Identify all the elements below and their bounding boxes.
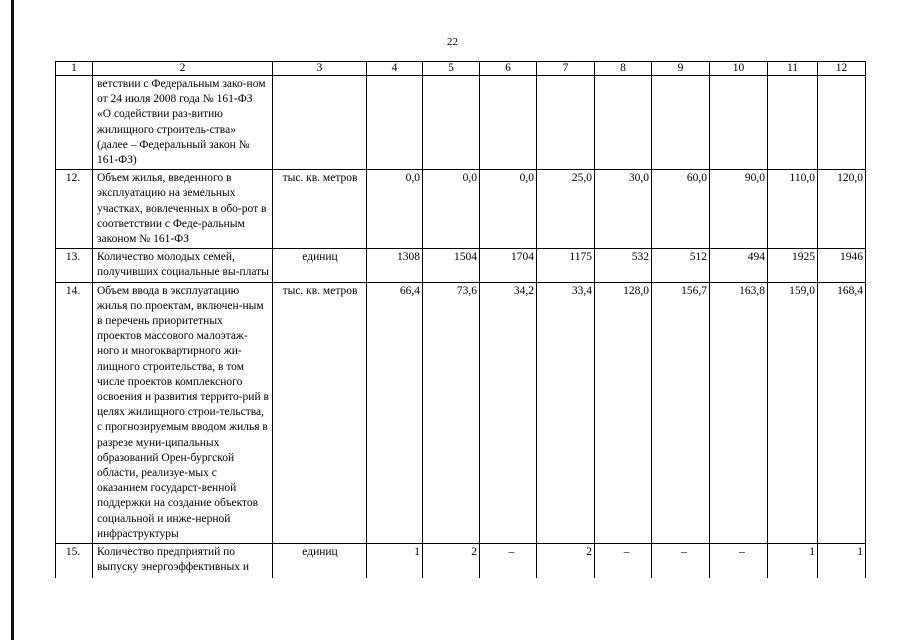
value-cell: 30,0 — [595, 170, 652, 249]
row-number: 15. — [56, 544, 93, 593]
value-cell: 1 — [818, 544, 866, 593]
unit-cell: единиц — [273, 249, 367, 282]
value-cell: 1504 — [423, 249, 480, 282]
value-cell — [652, 76, 710, 170]
value-cell — [480, 76, 537, 170]
value-cell: 1 — [367, 544, 423, 593]
unit-cell: тыс. кв. метров — [273, 282, 367, 543]
value-cell: 0,0 — [480, 170, 537, 249]
column-header: 6 — [480, 62, 537, 76]
indicator-name: ветствии с Федеральным зако-ном от 24 июля 2008 года № 161-ФЗ «О содействии раз-витию жилищного строитель-ства» (далее – Федеральный закон № 161-ФЗ) — [93, 76, 273, 170]
unit-cell — [273, 76, 367, 170]
row-number — [56, 76, 93, 170]
page-number: 22 — [447, 36, 458, 48]
value-cell: 1175 — [537, 249, 595, 282]
value-cell: 120,0 — [818, 170, 866, 249]
value-cell: – — [595, 544, 652, 593]
value-cell — [367, 76, 423, 170]
column-header: 5 — [423, 62, 480, 76]
table-row — [56, 282, 866, 543]
header-row — [56, 62, 866, 76]
value-cell: 0,0 — [367, 170, 423, 249]
table-row — [56, 76, 866, 170]
value-cell: 66,4 — [367, 282, 423, 543]
value-cell: – — [710, 544, 768, 593]
unit-cell: тыс. кв. метров — [273, 170, 367, 249]
row-number: 12. — [56, 170, 93, 249]
value-cell: 90,0 — [710, 170, 768, 249]
value-cell: 1946 — [818, 249, 866, 282]
column-header: 4 — [367, 62, 423, 76]
row-number: 13. — [56, 249, 93, 282]
value-cell — [537, 76, 595, 170]
column-header: 8 — [595, 62, 652, 76]
column-header: 7 — [537, 62, 595, 76]
indicator-name: Количество предприятий по выпуску энергоэффективных и — [93, 544, 273, 593]
scan-edge-line — [11, 0, 14, 640]
value-cell: 33,4 — [537, 282, 595, 543]
value-cell — [595, 76, 652, 170]
column-header: 12 — [818, 62, 866, 76]
indicator-name: Количество молодых семей, получивших социальные вы-платы — [93, 249, 273, 282]
value-cell: 73,6 — [423, 282, 480, 543]
value-cell: 25,0 — [537, 170, 595, 249]
value-cell: 159,0 — [768, 282, 818, 543]
value-cell: 110,0 — [768, 170, 818, 249]
value-cell: – — [652, 544, 710, 593]
value-cell: 1 — [768, 544, 818, 593]
unit-cell: единиц — [273, 544, 367, 593]
value-cell: 34,2 — [480, 282, 537, 543]
indicators-table — [55, 61, 866, 593]
value-cell: 532 — [595, 249, 652, 282]
value-cell: – — [480, 544, 537, 593]
value-cell — [818, 76, 866, 170]
value-cell: 1308 — [367, 249, 423, 282]
value-cell: 2 — [537, 544, 595, 593]
column-header: 11 — [768, 62, 818, 76]
column-header: 1 — [56, 62, 93, 76]
value-cell: 1925 — [768, 249, 818, 282]
value-cell: 512 — [652, 249, 710, 282]
indicator-name: Объем жилья, введенного в эксплуатацию на земельных участках, вовлеченных в обо-рот в соответствии с Феде-ральным законом № 161-ФЗ — [93, 170, 273, 249]
value-cell: 494 — [710, 249, 768, 282]
value-cell: 60,0 — [652, 170, 710, 249]
value-cell — [710, 76, 768, 170]
value-cell: 1704 — [480, 249, 537, 282]
column-header: 9 — [652, 62, 710, 76]
column-header: 2 — [93, 62, 273, 76]
value-cell: 156,7 — [652, 282, 710, 543]
value-cell: 168,4 — [818, 282, 866, 543]
value-cell — [768, 76, 818, 170]
value-cell: 128,0 — [595, 282, 652, 543]
row-number: 14. — [56, 282, 93, 543]
value-cell — [423, 76, 480, 170]
table-row — [56, 249, 866, 282]
column-header: 10 — [710, 62, 768, 76]
value-cell: 163,8 — [710, 282, 768, 543]
table-row — [56, 170, 866, 249]
value-cell: 2 — [423, 544, 480, 593]
indicator-name: Объем ввода в эксплуатацию жилья по проектам, включен-ным в перечень приоритетных проектов массового малоэтаж-ного и многоквартирного жи-лищного строительства, в том числе проектов комплексного освоения и развития террито-рий в целях жилищного строи-тельства, с прогнозируемым вводом жилья в разрезе муни-ципальных образований Орен-бургской области, реализуе-мых с оказанием государст-венной поддержки на создание объектов социальной и инже-нерной инфраструктуры — [93, 282, 273, 543]
page-bottom-margin — [55, 578, 867, 640]
column-header: 3 — [273, 62, 367, 76]
value-cell: 0,0 — [423, 170, 480, 249]
